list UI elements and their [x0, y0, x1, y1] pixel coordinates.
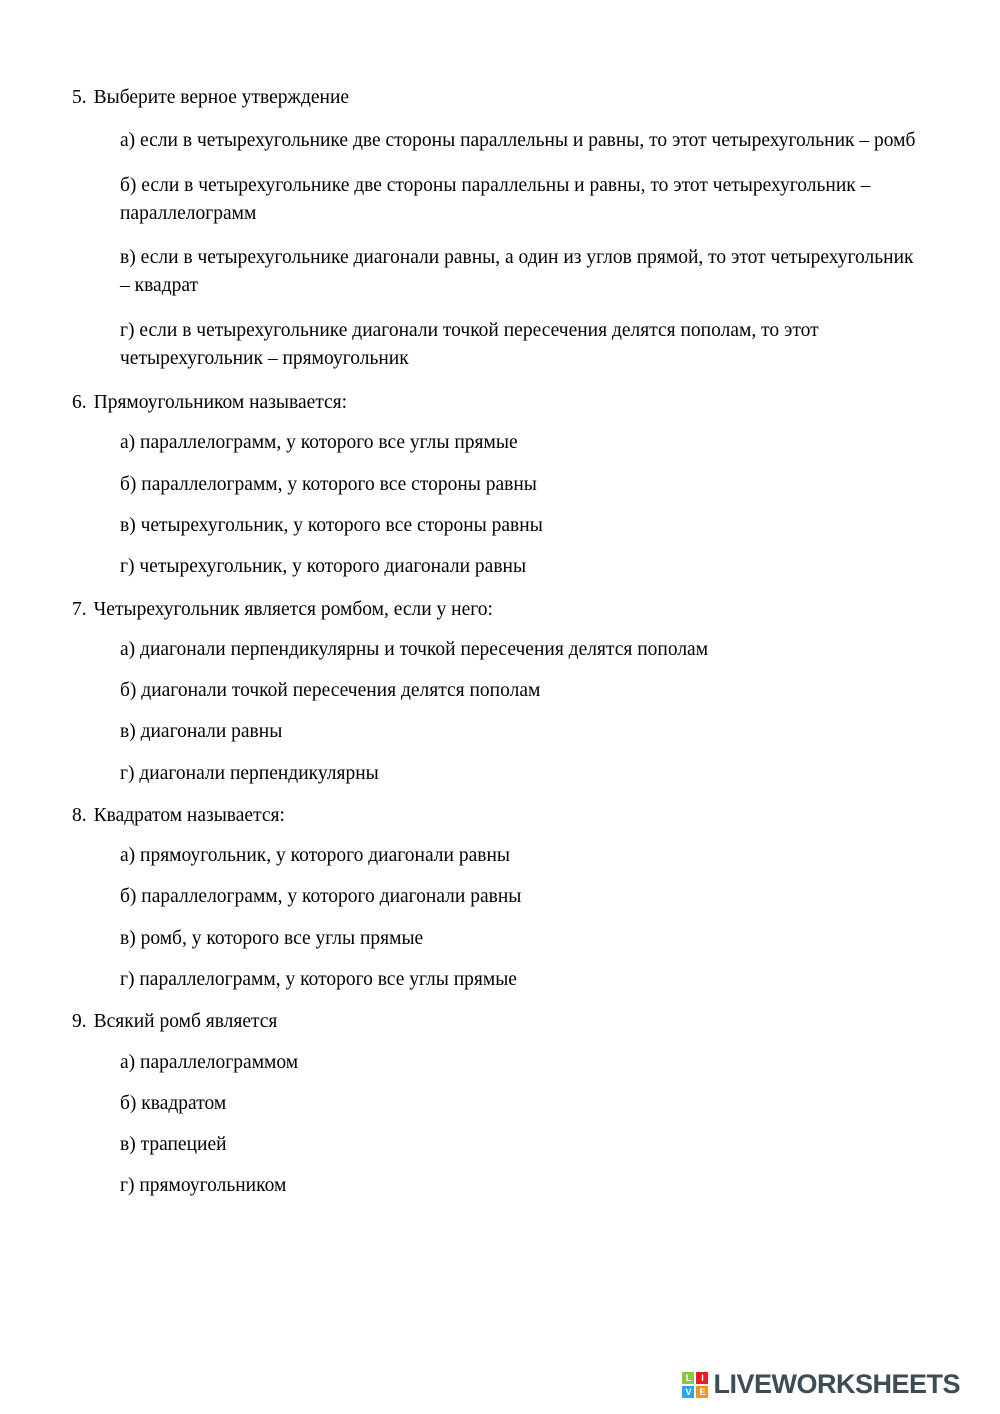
question-title — [72, 1008, 936, 1035]
question-option: в) если в четырехугольнике диагонали равны, а один из углов прямой, то этот четырехугольник – квадрат — [120, 247, 914, 297]
question-9 — [72, 1008, 936, 1200]
question-option: б) параллелограмм, у которого все стороны равны — [120, 473, 537, 495]
question-option: б) квадратом — [120, 1092, 227, 1114]
question-number: 7. — [72, 598, 87, 620]
question-option: г) прямоугольником — [120, 1175, 287, 1197]
question-title — [72, 84, 936, 111]
question-number: 6. — [72, 392, 87, 414]
question-text: Выберите верное утверждение — [93, 87, 350, 108]
question-number: 5. — [72, 87, 87, 108]
question-option: а) если в четырехугольнике две стороны параллельны и равны, то этот четырехугольник – ромб — [120, 130, 916, 152]
question-text: Квадратом называется: — [93, 804, 285, 826]
question-text: Четырехугольник является ромбом, если у него: — [93, 598, 493, 620]
question-option: г) параллелограмм, у которого все углы прямые — [120, 968, 517, 990]
question-option: а) прямоугольник, у которого диагонали равны — [120, 845, 510, 867]
question-8 — [72, 802, 936, 994]
question-option: в) трапецией — [120, 1134, 227, 1156]
question-option: а) параллелограммом — [120, 1051, 299, 1073]
question-number: 8. — [72, 804, 87, 826]
question-text: Всякий ромб является — [93, 1011, 278, 1033]
logo-letter-i: I — [696, 1372, 708, 1384]
question-option: в) четырехугольник, у которого все стороны равны — [120, 514, 543, 536]
logo-letter-e: E — [696, 1386, 708, 1398]
question-option: г) если в четырехугольнике диагонали точкой пересечения делятся пополам, то этот четырехугольник – прямоугольник — [120, 319, 819, 369]
question-option: г) четырехугольник, у которого диагонали равны — [120, 556, 527, 578]
worksheet-content — [72, 70, 936, 1214]
question-option: б) параллелограмм, у которого диагонали равны — [120, 886, 522, 908]
brand-text: LIVEWORKSHEETS — [713, 1369, 960, 1399]
question-title — [72, 596, 936, 623]
logo-letter-l: L — [682, 1372, 694, 1384]
question-option: в) диагонали равны — [120, 721, 283, 743]
page-footer — [682, 1369, 960, 1400]
liveworksheets-icon — [682, 1372, 708, 1398]
question-option: в) ромб, у которого все углы прямые — [120, 927, 424, 949]
question-7 — [72, 596, 936, 788]
question-6 — [72, 389, 936, 581]
question-number: 9. — [72, 1011, 87, 1033]
question-option: б) диагонали точкой пересечения делятся пополам — [120, 680, 541, 702]
question-option: б) если в четырехугольнике две стороны параллельны и равны, то этот четырехугольник – параллелограмм — [120, 174, 871, 224]
question-title — [72, 389, 936, 416]
question-option: а) диагонали перпендикулярны и точкой пересечения делятся пополам — [120, 638, 709, 660]
question-text: Прямоугольником называется: — [93, 392, 348, 414]
question-option: а) параллелограмм, у которого все углы прямые — [120, 432, 518, 454]
question-option: г) диагонали перпендикулярны — [120, 762, 379, 784]
liveworksheets-logo[interactable] — [682, 1369, 960, 1400]
logo-letter-v: V — [682, 1386, 694, 1398]
question-5 — [72, 84, 936, 373]
question-title — [72, 802, 936, 829]
